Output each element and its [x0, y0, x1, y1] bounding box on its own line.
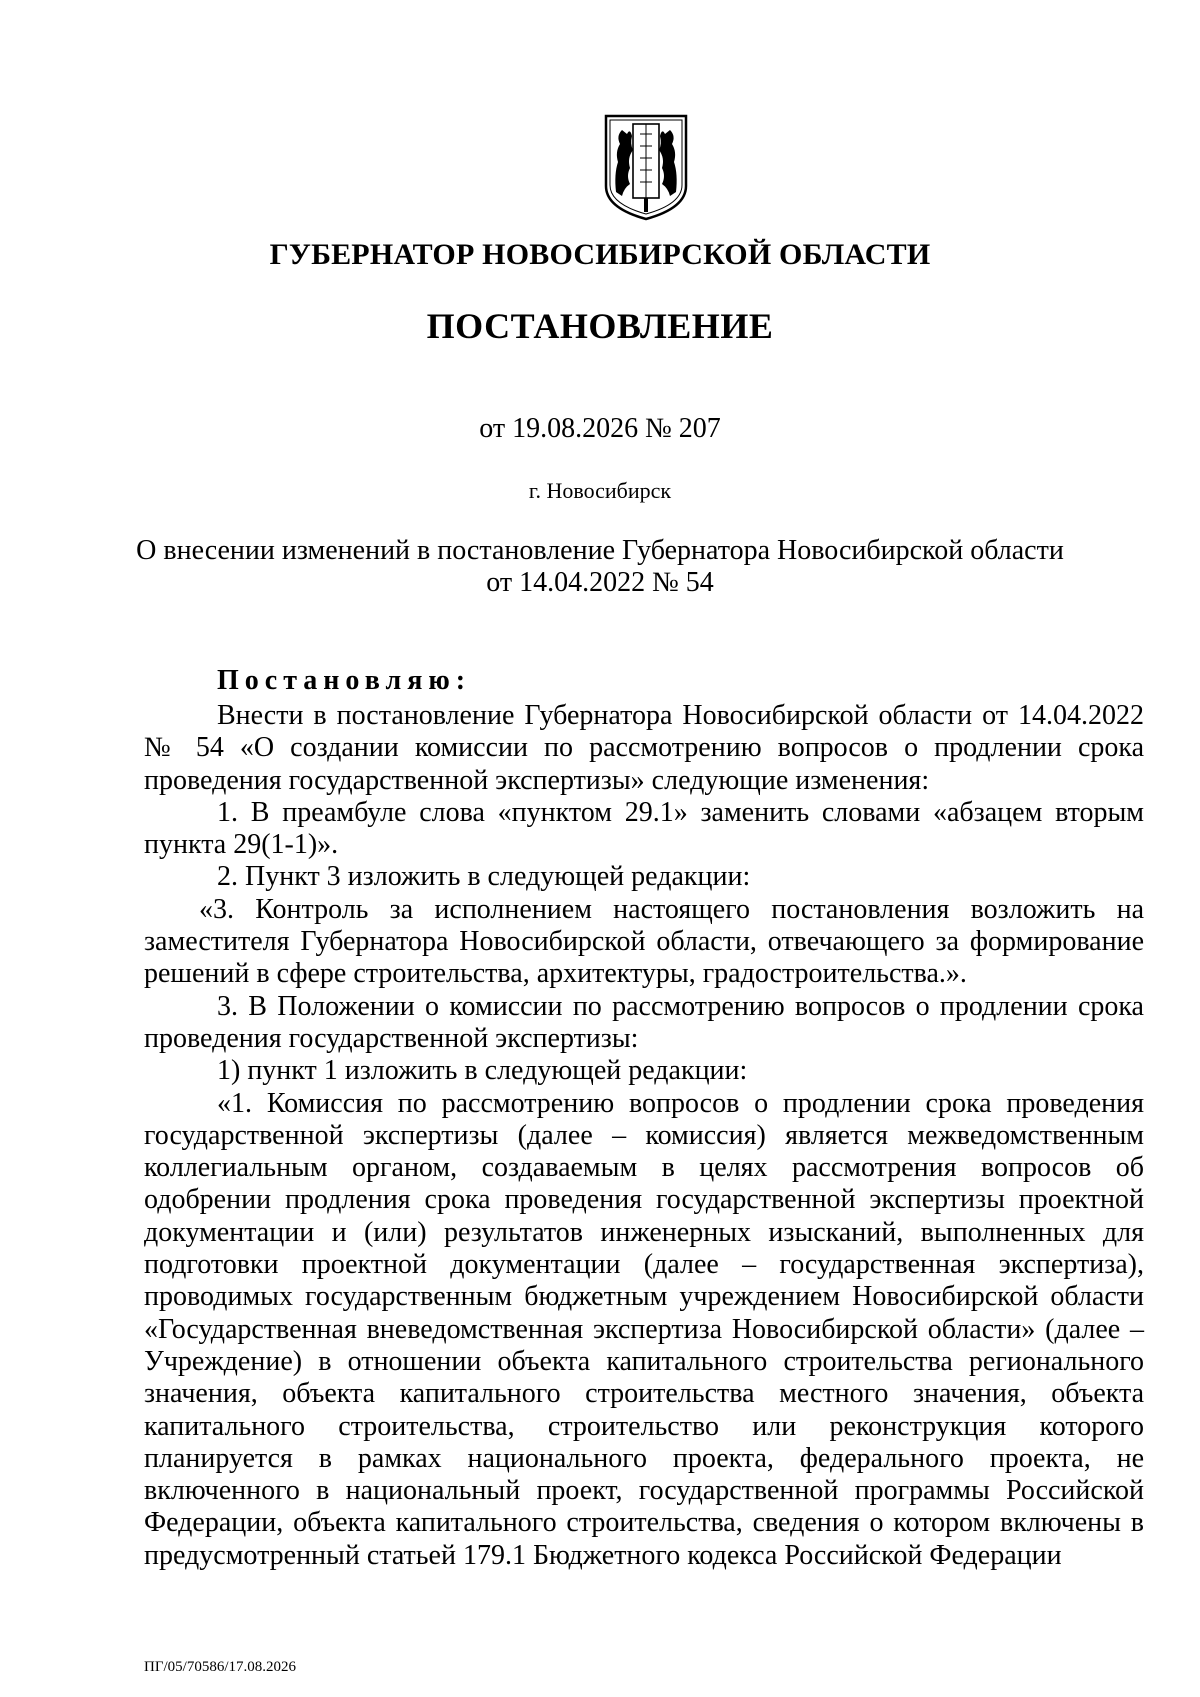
- coat-of-arms-icon: [600, 112, 692, 222]
- document-city: г. Новосибирск: [528, 478, 672, 503]
- body-paragraph: «1. Комиссия по рассмотрению вопросов о продлении срока проведения государственной экспертизы (далее – комиссия) является межведомственным коллегиальным органом, создаваемым в целях рассмотрения вопросов об одобрении продления срока проведения государственной экспертизы проектной документации и (или) результатов инженерных изысканий, выполненных для подготовки проектной документации (далее – государственная экспертиза), проводимых государственным бюджетным учреждением Новосибирской области «Государственная вневедомственная экспертиза Новосибирской области» (далее – Учреждение) в отношении объекта капитального строительства регионального значения, объекта капитального строительства местного значения, объекта капитального строительства, строительство или реконструкция которого планируется в рамках национального проекта, федерального проекта, не включенного в национальный проект, государственной программы Российской Федерации, объекта капитального строительства, сведения о котором включены в предусмотренный статьей 179.1 Бюджетного кодекса Российской Федерации: [144, 1087, 1144, 1571]
- coat-of-arms-emblem: [600, 112, 692, 222]
- issuing-authority: ГУБЕРНАТОР НОВОСИБИРСКОЙ ОБЛАСТИ: [269, 238, 931, 271]
- body-paragraph: 2. Пункт 3 изложить в следующей редакции:: [217, 861, 751, 893]
- document-date-number: от 19.08.2026 № 207: [479, 413, 721, 444]
- body-paragraph: 3. В Положении о комиссии по рассмотрению вопросов о продлении срока проведения государственной экспертизы:: [144, 990, 1144, 1054]
- body-paragraph: 1. В преамбуле слова «пунктом 29.1» заменить словами «абзацем вторым пункта 29(1-1)».: [144, 796, 1144, 861]
- body-paragraph: Внести в постановление Губернатора Новосибирской области от 14.04.2022 № 54 «О создании комиссии по рассмотрению вопросов о продлении срока проведения государственной экспертизы» следующие изменения:: [144, 700, 1144, 796]
- body-paragraph: «3. Контроль за исполнением настоящего постановления возложить на заместителя Губернатора Новосибирской области, отвечающего за формирование решений в сфере строительства, архитектуры, градостроительства.».: [144, 893, 1144, 990]
- subject-line-1: О внесении изменений в постановление Губернатора Новосибирской области: [136, 535, 1064, 566]
- document-body: [144, 665, 1144, 1572]
- decree-word: Постановляю:: [217, 665, 472, 696]
- document-subject: [0, 535, 1200, 599]
- subject-line-2: от 14.04.2022 № 54: [486, 567, 714, 598]
- body-paragraph: 1) пункт 1 изложить в следующей редакции:: [217, 1055, 748, 1087]
- document-type-title: ПОСТАНОВЛЕНИЕ: [426, 306, 774, 346]
- document-registration-code: ПГ/05/70586/17.08.2026: [144, 1659, 297, 1675]
